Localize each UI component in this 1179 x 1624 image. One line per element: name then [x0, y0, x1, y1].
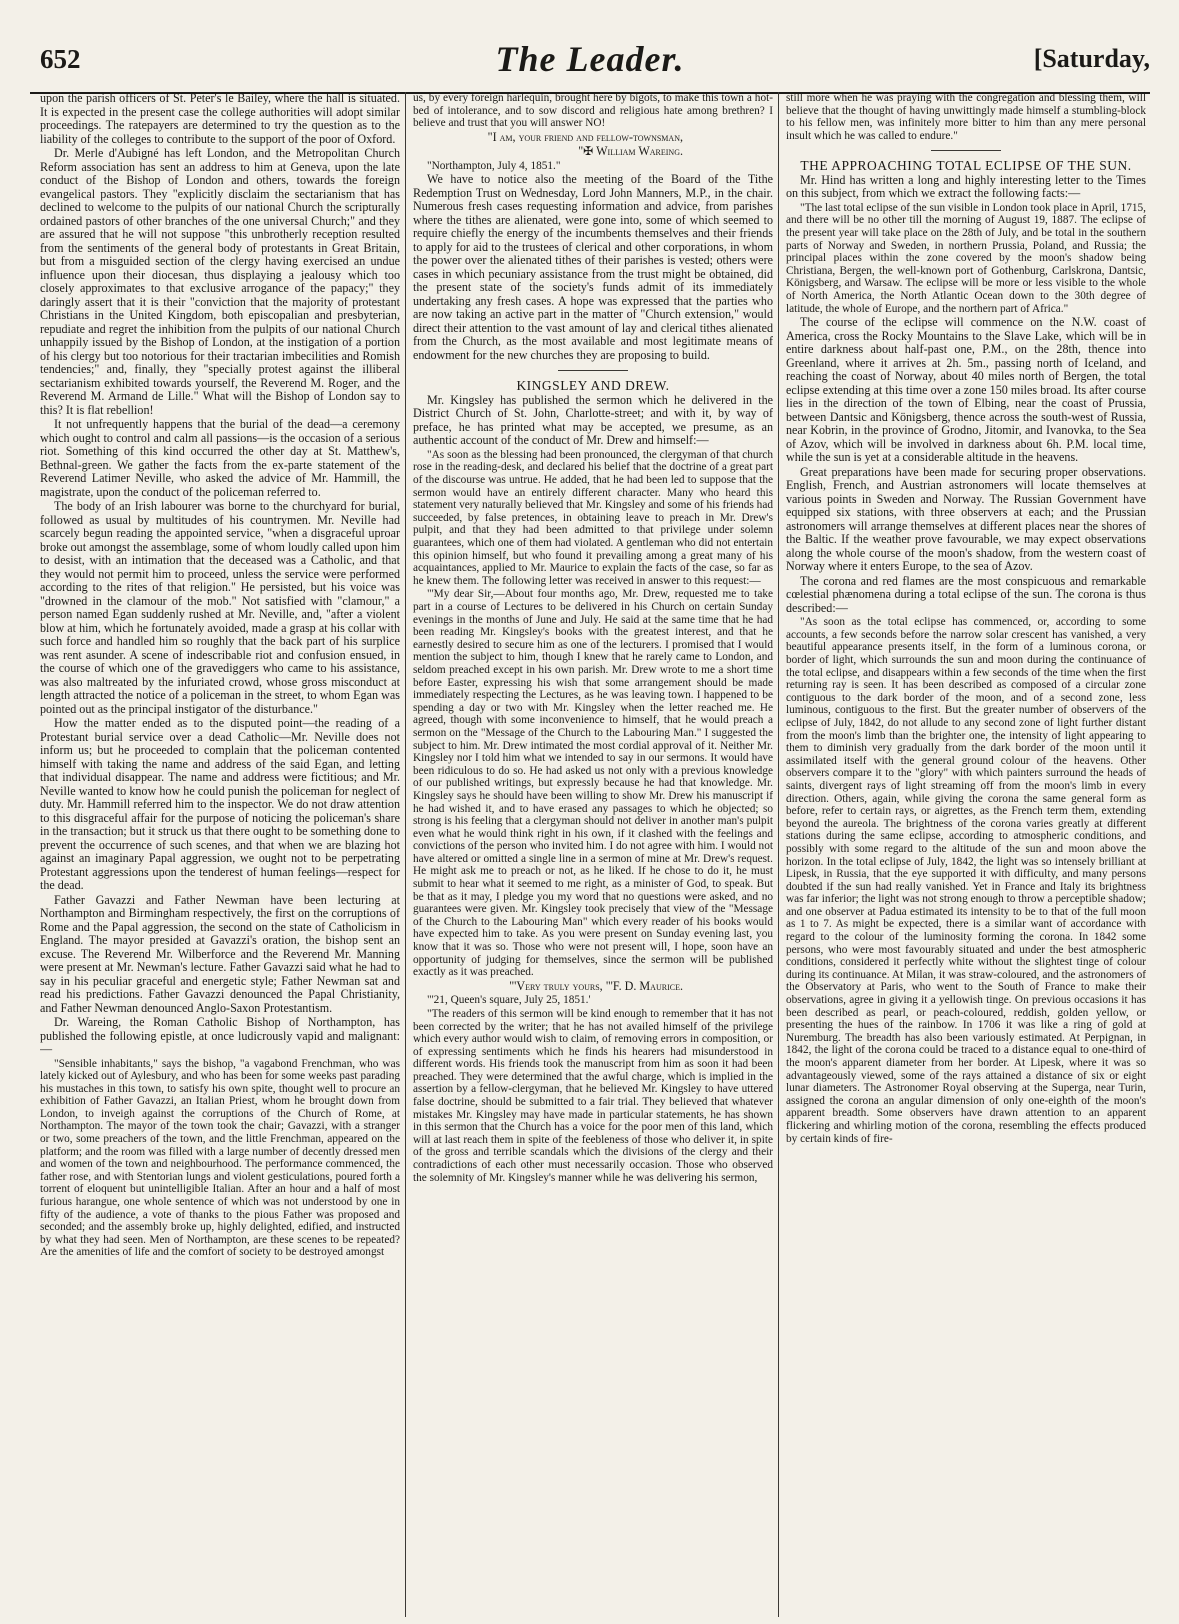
section-divider: [558, 370, 628, 371]
column-3: [786, 92, 1146, 1617]
paragraph: Mr. Hind has written a long and highly interesting letter to the Times on this subject, from which we extract the following facts:—: [786, 172, 1146, 201]
signoff-line: "I am, your friend and fellow-townsman,: [487, 129, 683, 144]
quoted-extract: "As soon as the total eclipse has commenced, or, according to some accounts, a few seconds before the narrow solar crescent has vanished, a very beautiful appearance presents itself, in the form of a luminous corona, or border of light, which surrounds the sun and moon during the continuance of the total eclipse, and disappears within a few seconds of the time when the first returning ray is seen. It has been described as composed of a circular zone contiguous to the dark border of the moon, and of a second zone, less luminous, contiguous to the first. But the greater number of observers of the eclipse of July, 1842, do not allude to any second zone of light further distant from the moon's limb than the brighter one, the intensity of light appearing to them to diminish very gradually from the dark border of the moon until it assimilated itself with the general ground colour of the heavens. Other observers compare it to the "glory" with which painters surround the heads of saints, divergent rays of light streaming off from the moon's limb in every direction. Others, again, while giving the corona the same general form as before, refer to certain rays, or aigrettes, as the French term them, extending beyond the aureola. The brightness of the corona varies greatly at different stations during the same eclipse, according to atmospheric conditions, and possibly with some regard to the altitude of the sun and moon above the horizon. In the total eclipse of July, 1842, the light was so intensely brilliant at Lipesk, in Russia, that the eye supported it with difficulty, and many persons doubted if the sun had really vanished. Yet in France and Italy its brightness was far inferior; the light was not strong enough to throw a perceptible shadow; and one observer at Padua estimated its intensity to be to that of the full moon as 1 to 7. As might be expected, there is a similar want of accordance with regard to the colour of the luminosity forming the corona. In 1842 some persons, who were most favourably situated and under the best atmospheric conditions, considered it perfectly white without the slightest tinge of colour during its continuance. At Milan, it was straw-coloured, and the astronomers of the Observatory at Paris, who went to the South of France to make their observations, agree in giving it a yellowish tinge. On previous occasions it has been described as pearl, or peach-coloured, reddish, golden yellow, or presenting the hues of the rainbow. In 1706 it was like a ring of gold at Nuremburg. The breadth has also been variously estimated. At Perpignan, in 1842, the light of the corona could be traced to a distance equal to one-third of the moon's apparent diameter from her border. At Lipesk, where it was so advantageously viewed, some of the rays attained a distance of six or eight lunar diameters. The Astronomer Royal observing at the Superga, near Turin, assigned the corona an angular dimension of only one-eighth of the moon's apparent breadth. Some observers have drawn attention to an apparent flickering and whirling motion of the corona, resembling the effects produced by certain kinds of fire-: [786, 616, 1146, 1145]
paragraph: The body of an Irish labourer was borne to the churchyard for burial, followed as usual by multitudes of his countrymen. Mr. Neville had scarcely begun reading the appointed service, "when a disgraceful uproar broke out amongst the assemblage, some of whom loudly called upon him to desist, with an intimation that the deceased was a Catholic, and that they would not permit him to proceed, unless the service were performed according to the rites of that religion." He persisted, but his voice was "drowned in the clamour of the mob." Not satisfied with "clamour," a person named Egan suddenly rushed at Mr. Neville, and, "after a violent blow at him, which he fortunately avoided, made a grasp at his collar with such force and handled him so roughly that the back part of his surplice was rent asunder. A scene of indescribable riot and confusion ensued, in the course of which one of the gravediggers who came to his assistance, was also maltreated by the infuriated crowd, whose gross misconduct at length attracted the notice of a policeman in the street, to whom Egan was pointed out as the principal instigator of the disturbance.": [40, 499, 400, 716]
dateline: "Northampton, July 4, 1851.": [427, 159, 561, 172]
section-heading: KINGSLEY AND DREW.: [516, 378, 670, 394]
paragraph: It not unfrequently happens that the burial of the dead—a ceremony which ought to control and calm all passions—is the occasion of a serious riot. Something of this kind occurred the other day at St. Matthew's, Bethnal-green. We gather the facts from the ex-parte statement of the Reverend Latimer Neville, who asked the advice of Mr. Hammill, the magistrate, upon the conduct of the policeman referred to.: [40, 417, 400, 499]
letter-date: "'21, Queen's square, July 25, 1851.': [427, 994, 591, 1007]
paragraph: How the matter ended as to the disputed point—the reading of a Protestant burial service over a dead Catholic—Mr. Neville does not inform us; but he proceeded to complain that the policeman contented himself with taking the name and address of the said Egan, and letting that individual disappear. The name and address were fictitious; and Mr. Neville wanted to know how he could punish the policeman for neglect of duty. Mr. Hammill referred him to the inspector. We do not draw attention to this disgraceful affair for the purpose of noticing the policeman's share in the transaction; but it struck us that there ought to be something done to prevent the occurrence of such scenes, and that when we are blazing hot against an imaginary Papal aggression, we ought not to be perpetrating Protestant aggressions upon the tenderest of human feelings—respect for the dead.: [40, 716, 400, 892]
paragraph: upon the parish officers of St. Peter's le Bailey, where the hall is situated. It is expected in the present case the college authorities will adopt similar proceedings. The ratepayers are determined to try the question as to the liability of the colleges to contribute to the support of the poor of Oxford.: [40, 92, 400, 146]
paragraph: The corona and red flames are the most conspicuous and remarkable cœlestial phænomena during a total eclipse of the sun. The corona is thus described:—: [786, 573, 1146, 615]
page-header: [30, 38, 1150, 94]
column-rule: [778, 92, 779, 1617]
paragraph: Dr. Merle d'Aubigné has left London, and the Metropolitan Church Reform association has sent an address to him at Geneva, upon the late conduct of the Bishop of London and others, towards the foreign evangelical pastors. They "explicitly disclaim the sectarianism that has declined to welcome to the pulpits of our national Church the scripturally ordained pastors of other branches of the one universal Church;" and they are assured that he will not suppose "this unbrotherly reception resulted from the sentiments of the general body of protestants in Great Britain, but from a misguided section of the clergy having exercised an undue influence upon their diocesan, thus displaying a jealousy which too closely approximates to that exclusive arrogance of the papacy;" they daringly assert that it is their "conviction that the majority of protestant Christians in the United Kingdom, both episcopalian and presbyterian, repudiate and regret the inhibition from the pulpits of our national Church unhappily issued by the Bishop of London, at the instigation of a portion of his clergy but too notorious for their tractarian imbecilities and Romish tendencies;" and, finally, they "specially protest against the illiberal sectarianism exhibited towards yourself, the Reverend M. Roger, and the Reverend M. Armand de Lille." What will the Bishop of London say to this? It is flat rebellion!: [40, 146, 400, 417]
quoted-note: "The readers of this sermon will be kind enough to remember that it has not been corrected by the writer; that he has not availed himself of the privilege which every author would wish to claim, of removing errors in composition, or of expressing sentiments which he finds his hearers had misunderstood in different words. His friends took the manuscript from him as soon it had been preached. They were determined that the awful charge, which is implied in the assertion by a fellow-clergyman, that he believed Mr. Kingsley to have uttered false doctrine, should be submitted to a fair trial. They believed that whatever mistakes Mr. Kingsley may have made in particular statements, he has shown in this sermon that the Church has a voice for the poor men of this land, which will at last reach them in spite of the feebleness of those who deliver it, in spite of the gross and terrible scandals which the divisions of the clergy and their contradictions of each other must necessarily occasion. Those who observed the solemnity of Mr. Kingsley's manner while he was delivering his sermon,: [413, 1007, 773, 1184]
paragraph: us, by every foreign harlequin, brought here by bigots, to make this town a hot-bed of intolerance, and to sow discord and religious hate among brethren? I believe and trust that you will answer NO!: [413, 92, 773, 130]
paragraph: Great preparations have been made for securing proper observations. English, French, and Austrian astronomers will locate themselves at various points in Sweden and Norway. The Russian Government have equipped six stations, with three observers at each; and the Prussian astronomers will arrange themselves at different places near the shores of the Baltic. If the weather prove favourable, we may expect observations along the whole course of the moon's shadow, from the western coast of Norway where it enters Europe, to the sea of Azov.: [786, 464, 1146, 574]
paragraph: Dr. Wareing, the Roman Catholic Bishop of Northampton, has published the following epistle, at once ludicrously vapid and malignant:—: [40, 1015, 400, 1056]
masthead-title: The Leader.: [495, 39, 685, 79]
section-divider: [931, 150, 1001, 151]
quoted-epistle: "Sensible inhabitants," says the bishop, "a vagabond Frenchman, who was lately kicked out of Aylesbury, and who has been for some weeks past parading his mustaches in this town, to satisfy his own spite, thought well to procure an exhibition of Father Gavazzi, an Italian Priest, whom he brought down from London, to inveigh against the corruptions of the Church of Rome, at Northampton. The mayor of the town took the chair; Gavazzi, with a stranger or two, some preachers of the town, and the little Frenchman, appeared on the platform; and the room was filled with a large number of decently dressed men and women of the town and neighbourhood. The performance commenced, the father rose, and with Stentorian lungs and violent gesticulations, poured forth a torrent of eloquent but unintelligible Italian. After an hour and a half of most furious harangue, one whole sentence of which was not understood by one in fifty of the audience, a vote of thanks to the pious Father was proposed and seconded; and the assembly broke up, highly delighted, edified, and instructed by what they had seen. Men of Northampton, are these scenes to be repeated? Are the amenities of life and the comfort of society to be destroyed amongst: [40, 1057, 400, 1259]
paragraph: Father Gavazzi and Father Newman have been lecturing at Northampton and Birmingham respectively, the first on the corruptions of Rome and the Papal aggression, the second on the state of Catholicism in England. The mayor presided at Gavazzi's oration, the bishop sent an excuse. The Reverend Mr. Wilberforce and the Reverend Mr. Manning were present at Mr. Newman's lecture. Father Gavazzi said what he had to say in his peculiar graceful and energetic style; Father Newman sat and read his predictions. Father Gavazzi denounced the Papal Christianity, and Father Newman denounced Anglo-Saxon Protestantism.: [40, 892, 400, 1015]
paragraph: Mr. Kingsley has published the sermon which he delivered in the District Church of St. John, Charlotte-street; and with it, by way of preface, he has printed what may be accepted, we presume, as an authentic account of the conduct of Mr. Drew and himself:—: [413, 392, 773, 448]
paragraph: We have to notice also the meeting of the Board of the Tithe Redemption Trust on Wednesday, Lord John Manners, M.P., in the chair. Numerous fresh cases requesting information and advice, from parishes where the tithes are alienated, were gone into, some of which seemed to require chiefly the energy of the incumbents themselves and their friends to apply for aid to the trustees of clerical and other corporations, in whom the power over the alienated tithes of their parishes is vested; others were cases in which pecuniary assistance from the trust might be obtained, did the present state of the society's funds admit of its immediately undertaking any fresh cases. A hope was expressed that the parties who are now taking an active part in the matter of "Church extension," would direct their attention to the vast amount of lay and clerical tithes alienated from the Church, as the most available and most legitimate means of endowment for the new churches they are proposing to build.: [413, 172, 773, 362]
paragraph: The course of the eclipse will commence on the N.W. coast of America, cross the Rocky Mountains to the Slave Lake, which will be in entire darkness about half-past one, P.M., on the 28th, thence into Greenland, where it arrives at 2h. 5m., passing north of Iceland, and reaching the coast of Norway, about 40 miles north of Bergen, the total eclipse extending at this time over a zone 150 miles broad. Its after course lies in the direction of the town of Elbing, near the coast of Prussia, between Dantsic and Königsberg, thence across the south-west of Russia, near Kobrin, in the province of Grodno, Jitomir, and Ivanovka, to the Sea of Azov, which will be involved in darkness about 6h. P.M. local time, while the sun is yet at a considerable altitude in the heavens.: [786, 315, 1146, 465]
paragraph: still more when he was praying with the congregation and blessing them, will believe that the thought of having unwittingly made himself a stumbling-block to his fellow men, was infinitely more bitter to him than any mere personal insult which he was called to endure.": [786, 92, 1146, 142]
column-rule: [405, 92, 406, 1617]
quoted-account: "As soon as the blessing had been pronounced, the clergyman of that church rose in the reading-desk, and declared his belief that the doctrine of a great part of the discourse was untrue. He added, that he had been led to suppose that the sermon would have an entirely different character. Many who heard this statement very naturally believed that Mr. Kingsley and some of his friends had succeeded, by false pretences, in obtaining leave to preach in Mr. Drew's pulpit, and that they had been admitted to that privilege under solemn guarantees, which one of them had violated. A gentleman who did not entertain this opinion himself, but who found it prevailing among a great many of his acquaintances, applied to Mr. Maurice to explain the facts of the case, so far as he knew them. The following letter was received in answer to this request:—: [413, 448, 773, 587]
quoted-extract: "The last total eclipse of the sun visible in London took place in April, 1715, and there will be no other till the morning of August 19, 1887. The eclipse of the present year will take place on the 28th of July, and be total in the southern parts of Norway and Sweden, in northern Prussia, Poland, and Russia; the principal places within the zone covered by the moon's shadow being Christiana, Bergen, the well-known port of Gothenburg, Carlskrona, Dantsic, Königsberg, and Warsaw. The eclipse will be more or less visible to the whole of North America, the North Atlantic Ocean down to the 30th degree of latitude, the whole of Europe, and the northern part of Africa.": [786, 201, 1146, 315]
section-heading: THE APPROACHING TOTAL ECLIPSE OF THE SUN.: [800, 158, 1132, 174]
letter-close: "'Very truly yours, "'F. D. Maurice.: [509, 978, 683, 993]
quoted-letter: "'My dear Sir,—About four months ago, Mr. Drew, requested me to take part in a course of Lectures to be delivered in his Church on certain Sunday evenings in the months of June and July. He said at the same time that he had been reading Mr. Kingsley's books with the greatest interest, and that he earnestly desired to secure him as one of the lecturers. I promised that I would mention the subject to him, though I knew that he rarely came to London, and seldom preached except in his own parish. Mr. Drew wrote to me a short time before Easter, expressing his wish that some arrangement should be made immediately respecting the Lectures, as he was leaving town. I happened to be spending a day or two with Mr. Kingsley when the letter reached me. He agreed, though with some inconvenience to himself, that he would preach a sermon on the "Message of the Church to the Labouring Man." I suggested the subject to him. Mr. Drew intimated the most cordial approval of it. Neither Mr. Kingsley nor I told him what we intended to say in our sermons. It would have been ridiculous to do so. He had asked us not only with a previous knowledge of our published writings, but expressly because he had that knowledge. Mr. Kingsley says he should have been willing to show Mr. Drew his manuscript if he had wished it, and to have erased any passages to which he objected; so strong is his feeling that a clergyman should not deliver in another man's pulpit even what he would think right in his own, if it clashed with the feelings and convictions of the person who invited him. I do not agree with him. I would not have altered or omitted a single line in a sermon of mine at Mr. Drew's request. He might ask me to preach or not, as he liked. If he chose to do it, he must submit to hear what it seemed to me right, as a minister of God, to speak. But be that as it may, I pledge you my word that no questions were asked, and no guarantees were given. Mr. Kingsley took precisely that view of the "Message of the Church to the Labouring Man" which every reader of his books would have expected him to take. As you were present on Sunday evening last, you know that it was so. Those who were not present will, I hope, soon have an opportunity of judging for themselves, since the sermon will be published exactly as it was preached.: [413, 588, 773, 979]
signature: "✠ William Wareing.: [578, 144, 683, 159]
page-number: 652: [40, 44, 81, 74]
column-1: [40, 92, 400, 1617]
column-2: [413, 92, 773, 1617]
issue-day: [Saturday,: [1033, 44, 1150, 73]
